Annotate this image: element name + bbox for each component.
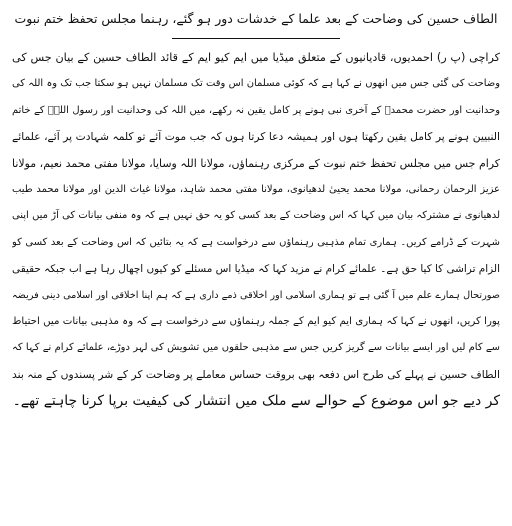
- article-line: کراچی (پ ر) احمدیوں، قادیانیوں کے متعلق میڈیا میں ایم کیو ایم کے قائد الطاف حسین کے بیان جس کی: [12, 51, 500, 64]
- article-line: لدھیانوی نے مشترکہ بیان میں کہا کہ اس وضاحت کے بعد کسی کو یہ حق نہیں ہے کہ وہ منفی بیانات کی آڑ میں اپنی: [12, 210, 500, 222]
- headline-underline: [172, 38, 340, 39]
- article-line: النبیین ہونے پر کامل یقین رکھتا ہوں اور ہمیشہ دعا کرتا ہوں کہ جب موت آئے تو کلمہ شہادت پر آئے، علمائے: [12, 130, 500, 144]
- article-body: [12, 45, 500, 414]
- article-line: صورتحال ہمارے علم میں آ گئی ہے تو ہماری اسلامی اور اخلاقی ذمے داری ہے کہ ہم اپنا اخلاقی اور اسلامی دینی فریضہ: [12, 289, 500, 301]
- article-line: کرام جس میں مجلس تحفظ ختم نبوت کے مرکزی رہنماؤں، مولانا اللہ وسایا، مولانا مفتی محمد نعیم، مولانا: [12, 156, 500, 170]
- article-line: عزیز الرحمان رحمانی، مولانا محمد یحییٰ لدھیانوی، مولانا مفتی محمد شاہد، مولانا غیاث الدین اور مولانا محمد طیب: [12, 183, 500, 195]
- article-line: شہرت کے ڈرامے کریں۔ ہماری تمام مذہبی رہنماؤں سے درخواست ہے کہ یہ بتائیں کہ اس وضاحت کے بعد کسی کو: [12, 236, 500, 248]
- article-line: سے کام لیں اور ایسے بیانات سے گریز کریں جس سے مذہبی حلقوں میں تشویش کی لہر دوڑے، علمائے کرام نے کہا کہ: [12, 342, 500, 354]
- article-line: پورا کریں، انھوں نے کہا کہ ہماری ایم کیو ایم کے جملہ رہنماؤں سے درخواست ہے کہ وہ مذہبی بیانات میں احتیاط: [12, 315, 500, 327]
- article-line: وحدانیت اور حضرت محمدؐ کے آخری نبی ہونے پر کامل یقین نہ رکھے، میں اللہ کی وحدانیت اور رسول اللہؐ کے خاتم: [12, 104, 500, 116]
- article-line: وضاحت کی گئی جس میں انھوں نے کہا ہے کہ کوئی مسلمان اس وقت تک مسلمان نہیں ہو سکتا جب تک وہ اللہ کی: [12, 78, 500, 90]
- article-line: الزام تراشی کا کیا حق ہے۔ علمائے کرام نے مزید کہا کہ میڈیا اس مسئلے کو کیوں اچھال رہا ہے اب جبکہ حقیقی: [12, 263, 500, 276]
- article-line: کر دیے جو اس موضوع کے حوالے سے ملک میں انتشار کی کیفیت برپا کرنا چاہتے تھے۔: [12, 393, 500, 410]
- article-headline: الطاف حسین کی وضاحت کے بعد علما کے خدشات دور ہو گئے، رہنما مجلس تحفظ ختم نبوت: [14, 11, 498, 26]
- article-line: الطاف حسین نے پہلے کی طرح اس دفعہ بھی بروقت حساس معاملے پر وضاحت کر کے شر پسندوں کے منہ بند: [12, 367, 500, 381]
